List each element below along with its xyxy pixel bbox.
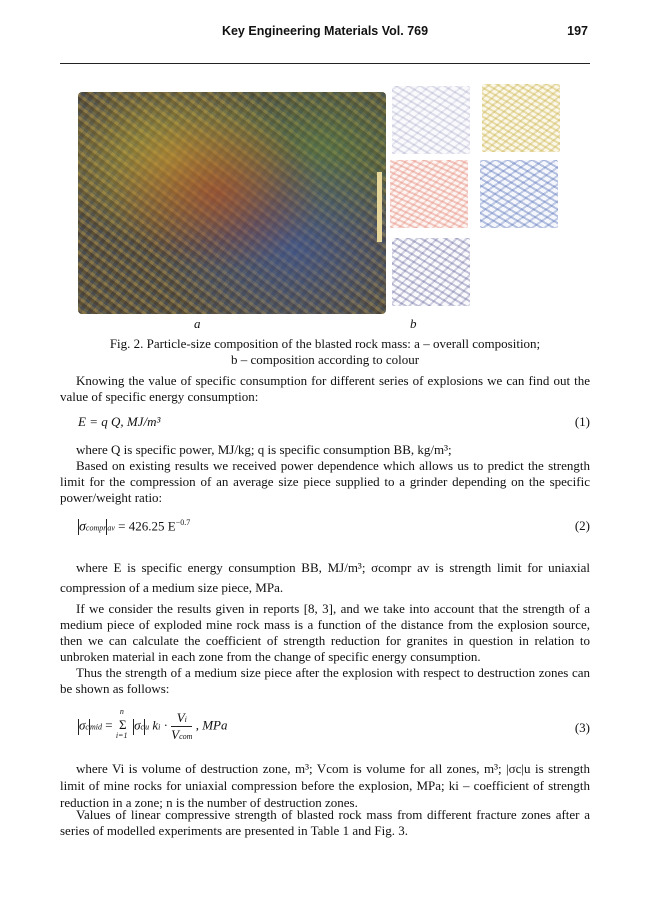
figure-caption-line1: Fig. 2. Particle-size composition of the blasted rock mass: a – overall composition; bbox=[109, 336, 541, 351]
paragraph-8: Values of linear compressive strength of blasted rock mass from different fracture zones after a series of modelled experiments are presented in Table 1 and Fig. 3. bbox=[60, 807, 590, 838]
running-header bbox=[62, 24, 588, 40]
paragraph-4: where E is specific energy consumption BB, MJ/m³; σcompr av is strength limit for uniaxial compression of a medium size piece, MPa. bbox=[60, 560, 590, 595]
page-number: 197 bbox=[567, 24, 588, 38]
blasted-rock-photo bbox=[78, 92, 386, 314]
colour-sample-dark-blue bbox=[392, 238, 470, 306]
equation-3-expression: σcmid = n Σ i=1 σcu ki · Vi Vcom , MPa bbox=[79, 707, 228, 742]
equation-3-number: (3) bbox=[574, 720, 590, 735]
colour-sample-blue bbox=[480, 160, 558, 228]
paragraph-5: If we consider the results given in reports [8, 3], and we take into account that the strength of a medium piece of exploded mine rock mass is a function of the distance from the explosion source, then we can calculate the coefficient of strength reduction for granites in question in relation to unbroken material in each zone from the change of specific energy consumption. bbox=[60, 601, 590, 664]
equation-1-expression: E = q Q, MJ/m³ bbox=[78, 414, 161, 429]
paragraph-2: where Q is specific power, MJ/kg; q is specific consumption BB, kg/m³; bbox=[76, 442, 452, 457]
figure-caption-line2: b – composition according to colour bbox=[230, 352, 420, 367]
colour-sample-red bbox=[390, 160, 468, 228]
figure-sublabel-a: a bbox=[194, 316, 201, 331]
equation-2 bbox=[60, 518, 590, 552]
paragraph-7: where Vi is volume of destruction zone, m³; Vcom is volume for all zones, m³; |σc|u is strength limit of mine rocks for uniaxial compression before the explosion, MPa; ki – coefficient of strength reduction in a zone; n is the number of destruction zones. bbox=[60, 761, 590, 810]
colour-sample-blue-grey bbox=[392, 86, 470, 154]
equation-2-number: (2) bbox=[574, 518, 590, 533]
colour-sample-yellow bbox=[482, 84, 560, 152]
journal-title: Key Engineering Materials Vol. 769 bbox=[221, 24, 429, 38]
equation-3 bbox=[60, 706, 590, 750]
paragraph-6: Thus the strength of a medium size piece after the explosion with respect to destruction zones can be shown as follows: bbox=[60, 665, 590, 696]
header-rule bbox=[60, 63, 590, 64]
paragraph-3: Based on existing results we received power dependence which allows us to predict the strength limit for the compression of an average size piece supplied to a grinder depending on the specific power/weight ratio: bbox=[60, 458, 590, 505]
paragraph-1: Knowing the value of specific consumption for different series of explosions we can find out the value of specific energy consumption: bbox=[60, 373, 590, 404]
equation-2-expression: σcomprav = 426.25 $E^{-0.7}$ bbox=[79, 518, 191, 535]
equation-1-number: (1) bbox=[574, 414, 590, 429]
figure-sublabel-b: b bbox=[410, 316, 417, 331]
